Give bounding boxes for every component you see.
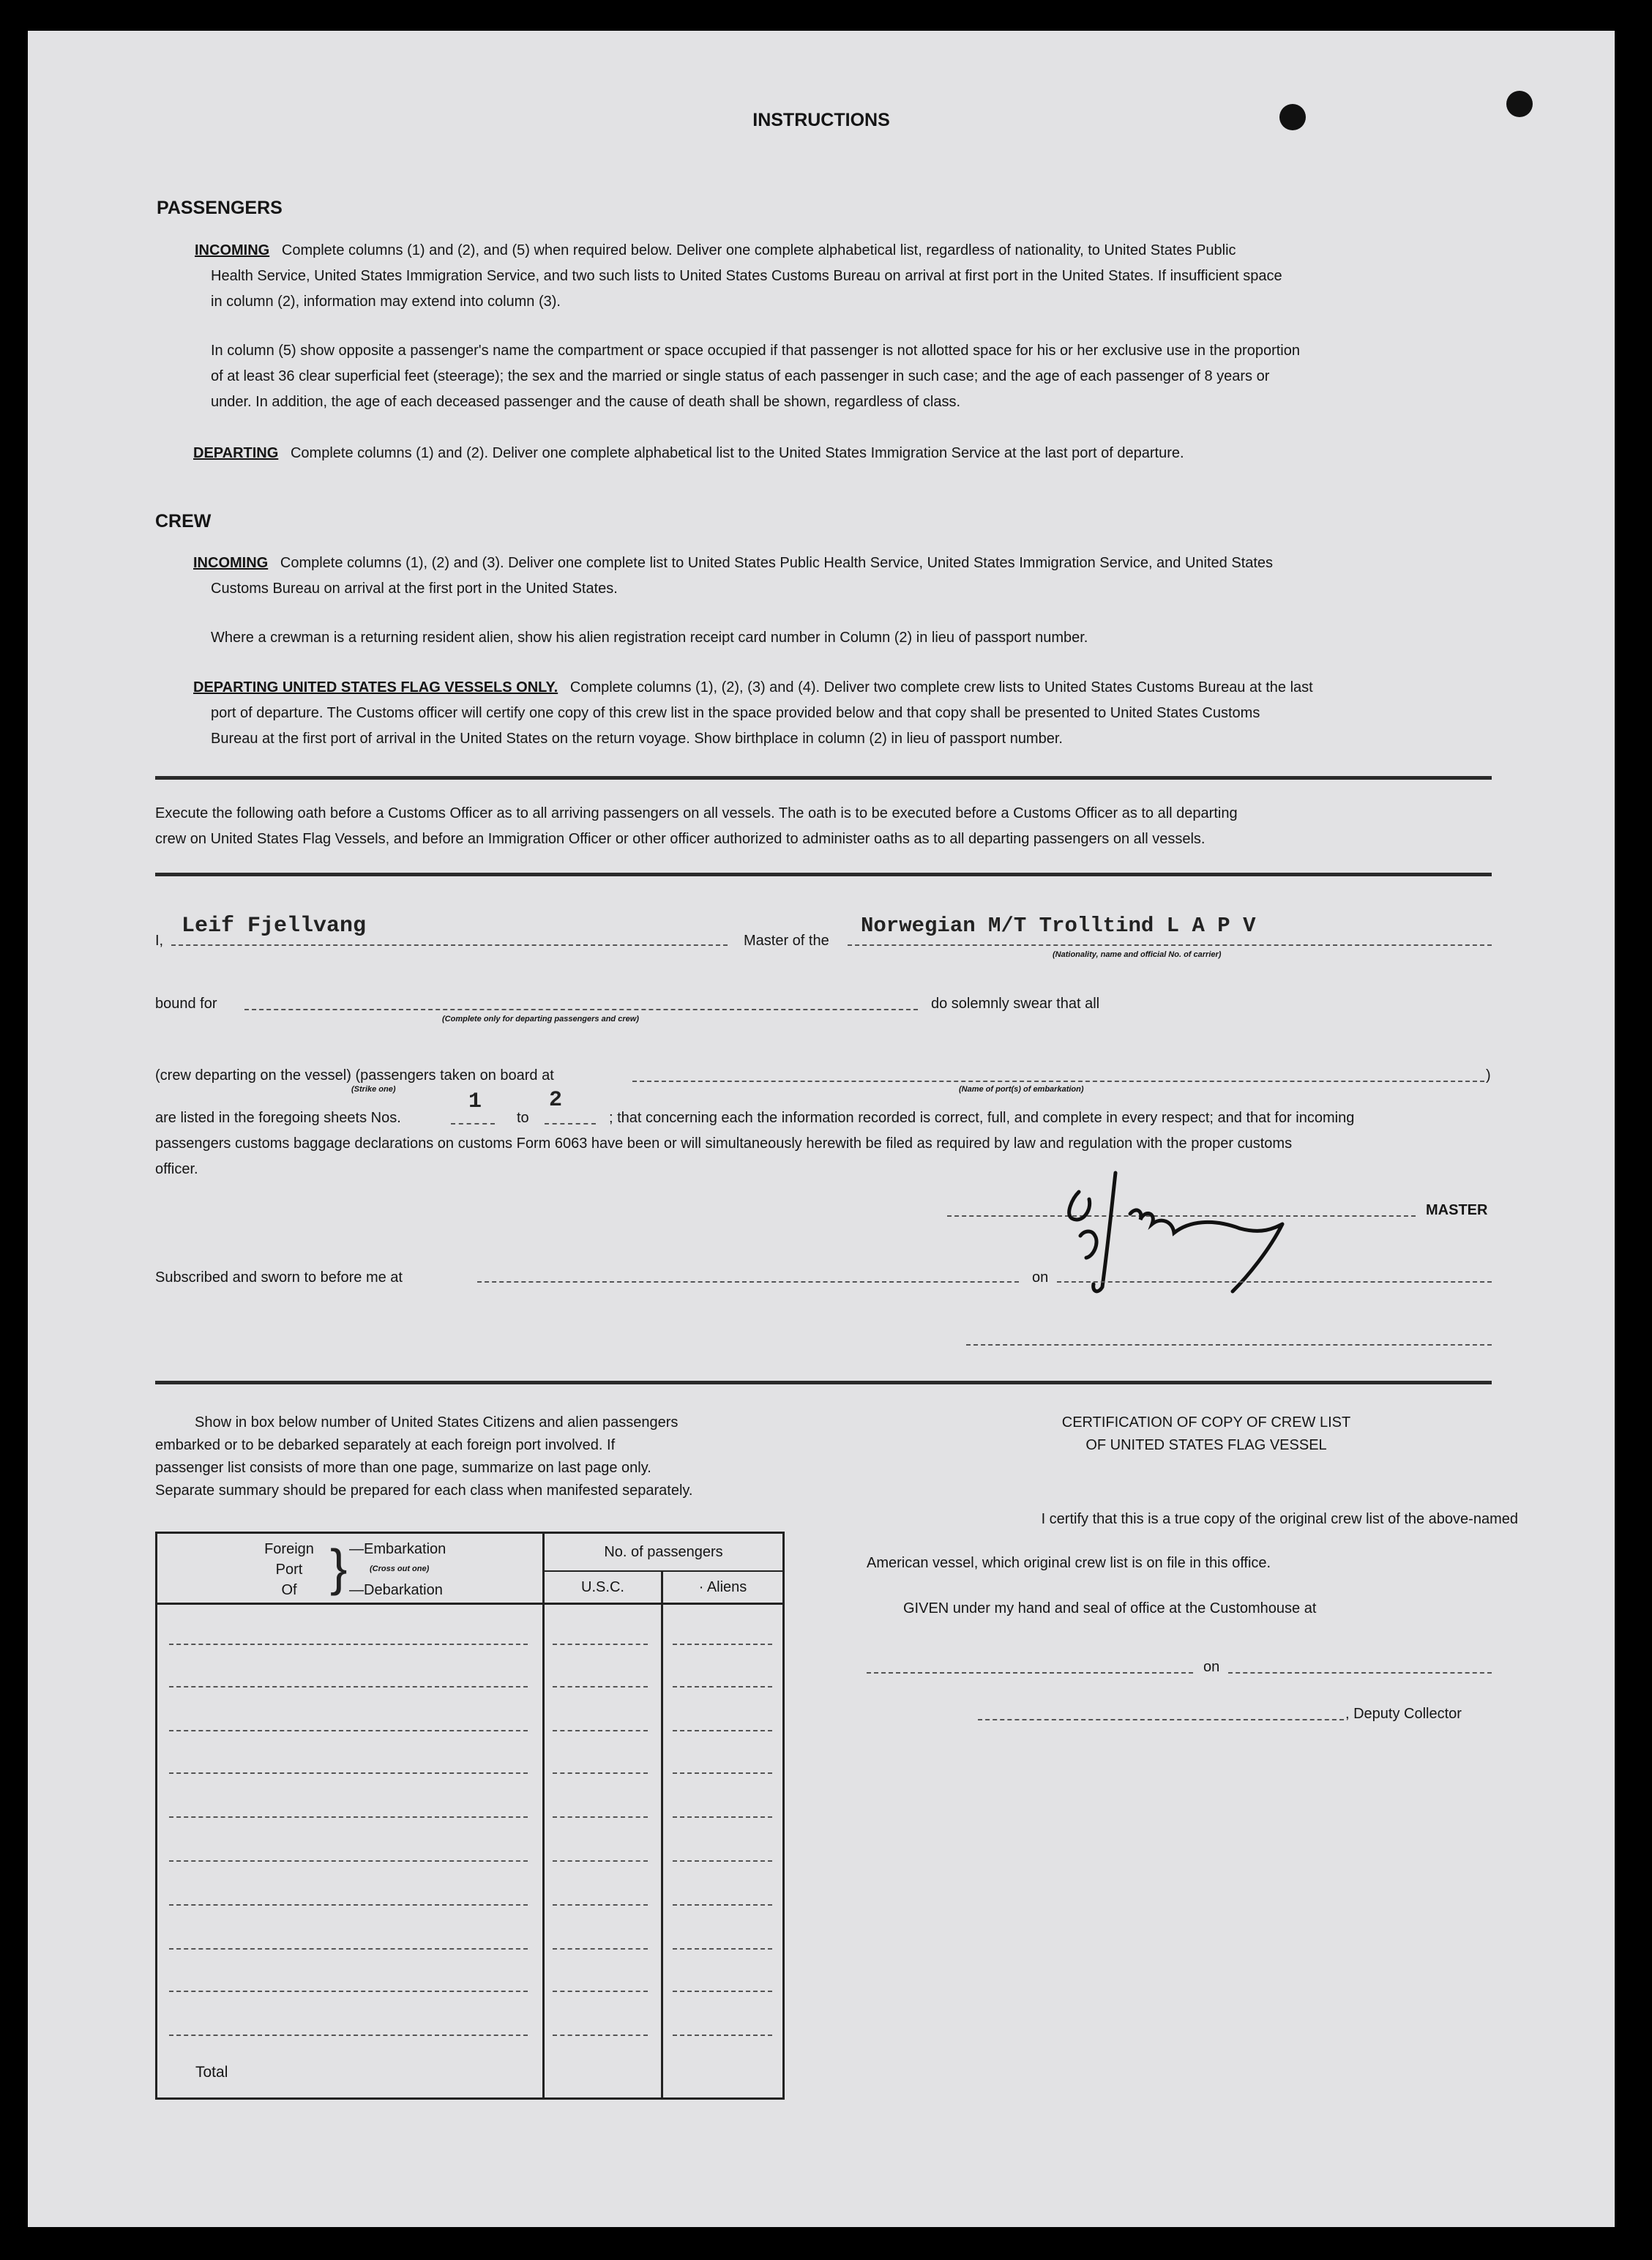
master-name: Leif Fjellvang (182, 914, 367, 939)
no-passengers-header: No. of passengers (604, 1544, 723, 1560)
crew-incoming-text: Complete columns (1), (2) and (3). Deliver one complete list to United States Public Health Service, United States Immigration Service, and United States (280, 555, 1274, 571)
passengers-departing-text: Complete columns (1) and (2). Deliver one complete alphabetical list to the United States Immigration Service at the last port of departure. (290, 445, 1184, 461)
oath-intro-line1: Execute the following oath before a Customs Officer as to all arriving passengers on all vessels. The oath is to be executed before a Customs Officer as to all departing (155, 805, 1238, 821)
officer-signature-line (966, 1344, 1492, 1346)
row-line (169, 1772, 528, 1774)
passengers-incoming-line2: Health Service, United States Immigration Service, and two such lists to United States Customs Bureau on arrival at first port in the United States. If insufficient space (211, 268, 1282, 284)
column5-line3: under. In addition, the age of each deceased passenger and the cause of death shall be shown, regardless of class. (211, 394, 961, 410)
sheet-from: 1 (468, 1089, 482, 1114)
embarkation-label: —Embarkation (349, 1541, 446, 1557)
summary-line2: embarked or to be debarked separately at each foreign port involved. If (155, 1437, 616, 1453)
sheet-to-line (545, 1123, 596, 1125)
certification-on-label: on (1203, 1659, 1220, 1675)
master-signature (1050, 1148, 1372, 1309)
passengers-heading: PASSENGERS (157, 198, 283, 218)
port-line (632, 1081, 1484, 1082)
crew-incoming-block (193, 551, 1273, 576)
row-line (673, 1948, 772, 1950)
sheet-to: 2 (549, 1088, 563, 1113)
certification-title-1: CERTIFICATION OF COPY OF CREW LIST (1061, 1414, 1351, 1431)
crew-departing-text: Complete columns (1), (2), (3) and (4). Deliver two complete crew lists to United States Customs Bureau at the last (569, 679, 1313, 695)
row-line (673, 2035, 772, 2036)
sheets-text: ; that concerning each the information recorded is correct, full, and complete in every respect; and that for incoming (609, 1110, 1355, 1126)
col-of: Of (281, 1582, 297, 1598)
subscribed-label: Subscribed and sworn to before me at (155, 1269, 403, 1286)
sheet-from-line (451, 1123, 495, 1125)
row-line (553, 1772, 648, 1774)
sheets-text-line2: passengers customs baggage declarations on customs Form 6063 have been or will simultaneously herewith be filed as required by law and regulation with the proper customs (155, 1135, 1293, 1152)
total-label: Total (195, 2064, 228, 2081)
cross-out-caption: (Cross out one) (370, 1565, 430, 1573)
summary-table (155, 1532, 785, 2100)
row-line (553, 1860, 648, 1862)
crew-departing-line2: port of departure. The Customs officer will certify one copy of this crew list in the space provided below and that copy shall be presented to United States Customs (211, 705, 1260, 721)
col-foreign: Foreign (264, 1541, 314, 1557)
crew-departing-label: DEPARTING UNITED STATES FLAG VESSELS ONLY. (193, 679, 558, 695)
deputy-signature-line (978, 1719, 1344, 1720)
row-line (169, 1686, 528, 1687)
passengers-incoming-block (195, 238, 1527, 264)
subscribed-date-line (1057, 1281, 1492, 1283)
instructions-title: INSTRUCTIONS (752, 110, 890, 130)
vessel-line (848, 944, 1492, 946)
row-line (553, 1816, 648, 1818)
brace-icon: } (330, 1539, 348, 1596)
certification-date-line (1228, 1672, 1492, 1674)
col-port: Port (275, 1562, 303, 1578)
row-line (673, 1686, 772, 1687)
sheets-text-line3: officer. (155, 1161, 198, 1177)
port-caption: (Name of port(s) of embarkation) (959, 1085, 1084, 1094)
master-name-line (171, 944, 728, 946)
column5-line1: In column (5) show opposite a passenger's name the compartment or space occupied if that passenger is not allotted space for his or her exclusive use in the proportion (211, 343, 1300, 359)
deputy-collector-label: , Deputy Collector (1345, 1706, 1462, 1722)
row-line (553, 1948, 648, 1950)
row-line (553, 1730, 648, 1731)
row-line (169, 1644, 528, 1645)
row-line (169, 1816, 528, 1818)
row-line (169, 1904, 528, 1906)
divider (155, 1381, 1492, 1384)
subscribed-place-line (477, 1281, 1019, 1283)
vessel-name: Norwegian M/T Trolltind L A P V (861, 914, 1256, 938)
to-label: to (517, 1110, 529, 1126)
row-line (169, 2035, 528, 2036)
summary-line3: passenger list consists of more than one page, summarize on last page only. (155, 1460, 651, 1476)
row-line (169, 1948, 528, 1950)
oath-i-label: I, (155, 933, 164, 949)
row-line (673, 1816, 772, 1818)
customhouse-line (867, 1672, 1193, 1674)
close-paren: ) (1486, 1067, 1491, 1084)
passengers-incoming-text: Complete columns (1) and (2), and (5) when required below. Deliver one complete alphabetical list, regardless of nationality, to United States Public (281, 242, 1236, 258)
swear-label: do solemnly swear that all (931, 996, 1100, 1012)
row-line (553, 1686, 648, 1687)
row-line (673, 1772, 772, 1774)
summary-line1: Show in box below number of United States Citizens and alien passengers (195, 1414, 679, 1431)
certification-title-2: OF UNITED STATES FLAG VESSEL (1085, 1437, 1327, 1453)
document-page (28, 31, 1615, 2227)
bound-for-line (244, 1009, 918, 1010)
sheets-label: are listed in the foregoing sheets Nos. (155, 1110, 401, 1126)
crew-returning-text: Where a crewman is a returning resident alien, show his alien registration receipt card number in Column (2) in lieu of passport number. (211, 630, 1088, 646)
row-line (673, 1904, 772, 1906)
divider (155, 873, 1492, 876)
certification-text-1: I certify that this is a true copy of the original crew list of the above-named (1041, 1511, 1518, 1527)
summary-line4: Separate summary should be prepared for each class when manifested separately. (155, 1483, 693, 1499)
column5-line2: of at least 36 clear superficial feet (steerage); the sex and the married or single status of each passenger in such case; and the age of each passenger of 8 years or (211, 368, 1270, 384)
bound-for-label: bound for (155, 996, 217, 1012)
usc-header: U.S.C. (581, 1579, 624, 1595)
row-line (169, 1991, 528, 1992)
passengers-incoming-line3: in column (2), information may extend into column (3). (211, 294, 561, 310)
row-line (673, 1730, 772, 1731)
vessel-caption: (Nationality, name and official No. of carrier) (1053, 950, 1222, 959)
oath-intro-line2: crew on United States Flag Vessels, and before an Immigration Officer or other officer authorized to administer oaths as to all departing passengers on all vessels. (155, 831, 1206, 847)
crew-heading: CREW (155, 511, 212, 532)
row-line (553, 1644, 648, 1645)
aliens-header: · Aliens (698, 1579, 747, 1595)
summary-instructions (195, 1411, 817, 1434)
divider (155, 776, 1492, 780)
crew-departing-block (193, 675, 1313, 701)
row-line (673, 1860, 772, 1862)
crew-incoming-label: INCOMING (193, 555, 269, 571)
debarkation-label: —Debarkation (349, 1582, 443, 1598)
row-line (169, 1730, 528, 1731)
strike-caption: (Strike one) (351, 1085, 396, 1094)
passengers-departing-label: DEPARTING (193, 445, 279, 461)
subscribed-on-label: on (1032, 1269, 1049, 1286)
row-line (553, 1904, 648, 1906)
master-label: MASTER (1426, 1202, 1488, 1218)
certification-text-3: GIVEN under my hand and seal of office at the Customhouse at (903, 1600, 1317, 1616)
crew-incoming-line2: Customs Bureau on arrival at the first port in the United States. (211, 581, 618, 597)
row-line (169, 1860, 528, 1862)
passengers-incoming-label: INCOMING (195, 242, 270, 258)
passengers-departing-block (193, 441, 1184, 466)
row-line (553, 1991, 648, 1992)
crew-departing-line3: Bureau at the first port of arrival in the United States on the return voyage. Show birthplace in column (2) in lieu of passport number. (211, 731, 1063, 747)
certification-text-2: American vessel, which original crew list is on file in this office. (867, 1555, 1271, 1571)
row-line (673, 1991, 772, 1992)
row-line (673, 1644, 772, 1645)
row-line (553, 2035, 648, 2036)
bound-caption: (Complete only for departing passengers and crew) (442, 1015, 639, 1023)
crew-departing-label: (crew departing on the vessel) (passengers taken on board at (155, 1067, 554, 1084)
master-of-label: Master of the (744, 933, 829, 949)
